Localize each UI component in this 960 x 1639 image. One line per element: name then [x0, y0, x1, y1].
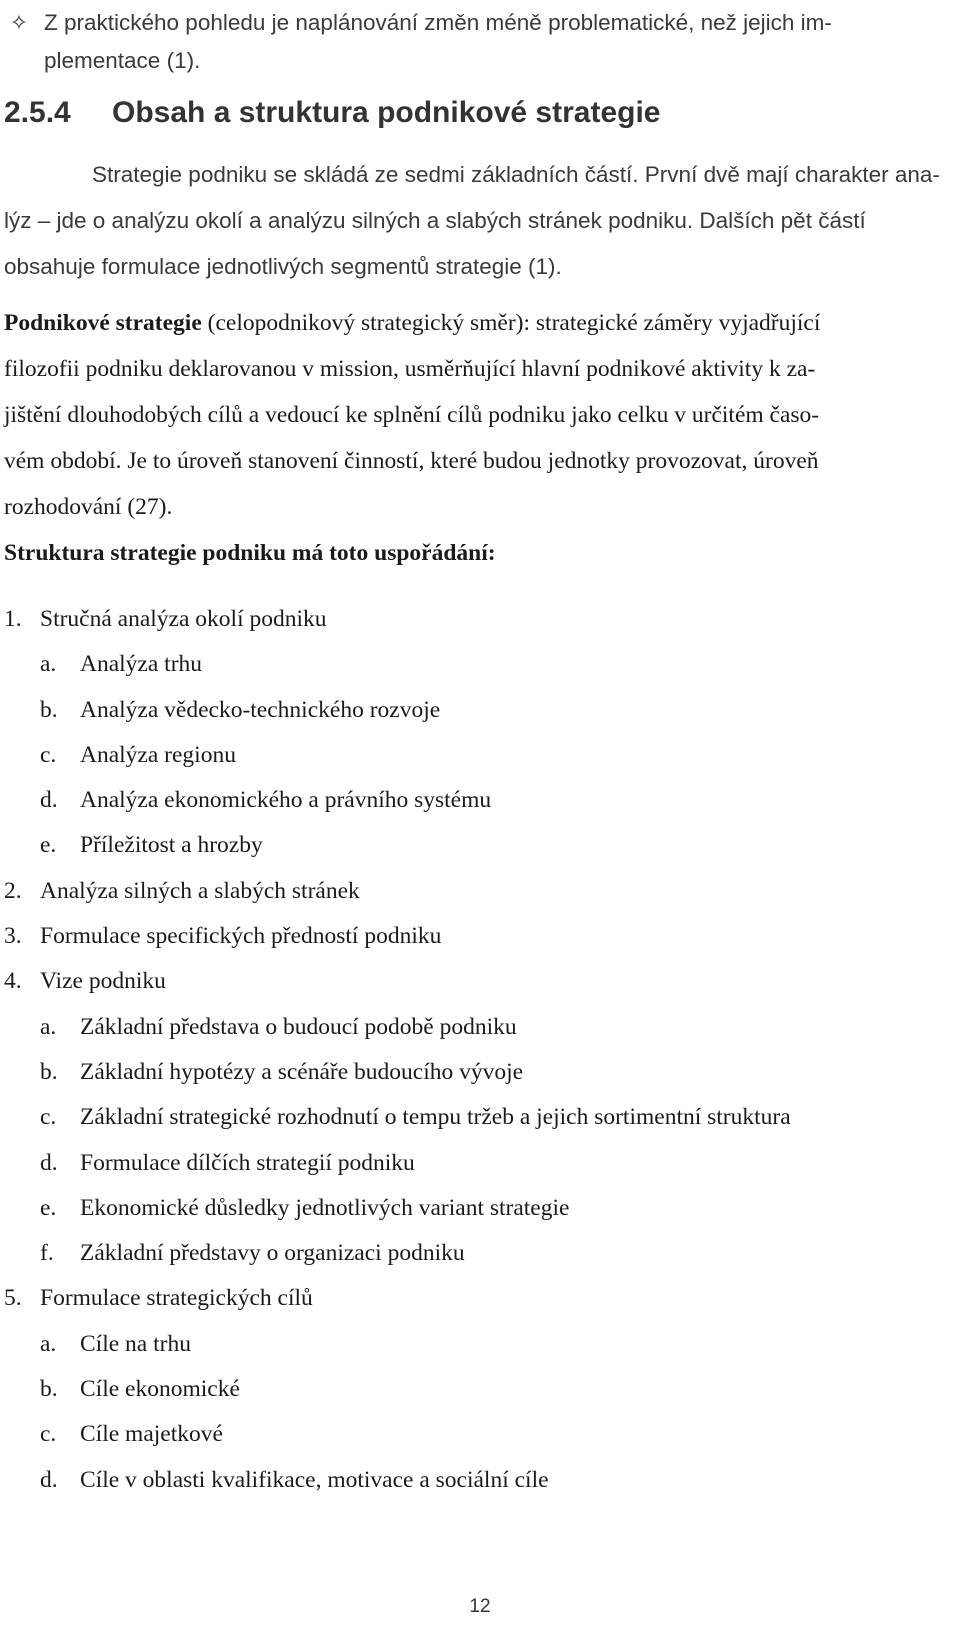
- four-pointed-star-icon: ✧: [9, 10, 29, 35]
- list-subitem: d. Formulace dílčích strategií podniku: [40, 1149, 415, 1176]
- list-item: 5. Formulace strategických cílů: [4, 1285, 313, 1312]
- list-subitem: e. Ekonomické důsledky jednotlivých variant strategie: [40, 1194, 570, 1221]
- list-subitem: b. Analýza vědecko-technického rozvoje: [40, 696, 441, 723]
- list-item: 3. Formulace specifických předností podniku: [4, 923, 442, 950]
- bullet-text-line-2: plementace (1).: [44, 48, 201, 73]
- page-number: 12: [469, 1596, 491, 1617]
- paragraph-line: rozhodování (27).: [4, 494, 173, 520]
- paragraph-line-rest: (celopodnikový strategický směr): strategické záměry vyjadřující: [201, 310, 821, 336]
- paragraph-line: vém období. Je to úroveň stanovení činností, které budou jednotky provozovat, úroveň: [4, 448, 819, 474]
- section-number: 2.5.4: [4, 96, 71, 129]
- section-heading: [4, 96, 954, 130]
- paragraph-line: lýz – jde o analýzu okolí a analýzu silných a slabých stránek podniku. Dalších pět částí: [4, 208, 866, 233]
- paragraph-line: Strategie podniku se skládá ze sedmi základních částí. První dvě mají charakter ana-: [92, 162, 940, 187]
- list-subitem: c. Základní strategické rozhodnutí o tempu tržeb a jejich sortimentní struktura: [40, 1104, 791, 1131]
- paragraph-definition: [4, 300, 954, 530]
- list-subitem: d. Cíle v oblasti kvalifikace, motivace a sociální cíle: [40, 1466, 549, 1493]
- list-subitem: b. Cíle ekonomické: [40, 1376, 240, 1403]
- list-subitem: a. Cíle na trhu: [40, 1330, 191, 1357]
- list-subitem: a. Základní představa o budoucí podobě podniku: [40, 1013, 517, 1040]
- list-item: 4. Vize podniku: [4, 968, 166, 995]
- paragraph-line: jištění dlouhodobých cílů a vedoucí ke splnění cílů podniku jako celku v určitém časo-: [4, 402, 820, 428]
- paragraph-intro: [4, 152, 954, 290]
- list-item: 2. Analýza silných a slabých stránek: [4, 877, 360, 904]
- structure-title: Struktura strategie podniku má toto uspořádání:: [4, 540, 496, 566]
- list-subitem: a. Analýza trhu: [40, 651, 203, 678]
- list-subitem: d. Analýza ekonomického a právního systému: [40, 787, 492, 814]
- list-subitem: c. Cíle majetkové: [40, 1421, 223, 1448]
- structure-outline: [4, 597, 954, 1503]
- list-subitem: e. Příležitost a hrozby: [40, 832, 263, 859]
- list-subitem: c. Analýza regionu: [40, 741, 236, 768]
- section-title: Obsah a struktura podnikové strategie: [112, 96, 661, 129]
- paragraph-line: [4, 300, 954, 346]
- bullet-text-line-1: Z praktického pohledu je naplánování změn méně problematické, než jejich im-: [44, 10, 832, 35]
- list-item: 1. Stručná analýza okolí podniku: [4, 606, 327, 632]
- list-subitem: f. Základní představy o organizaci podniku: [40, 1240, 465, 1267]
- paragraph-line: obsahuje formulace jednotlivých segmentů strategie (1).: [4, 254, 562, 279]
- paragraph-line: filozofii podniku deklarovanou v mission, usměrňující hlavní podnikové aktivity k za-: [4, 356, 816, 382]
- list-subitem: b. Základní hypotézy a scénáře budoucího vývoje: [40, 1058, 524, 1085]
- defined-term: Podnikové strategie: [4, 310, 202, 336]
